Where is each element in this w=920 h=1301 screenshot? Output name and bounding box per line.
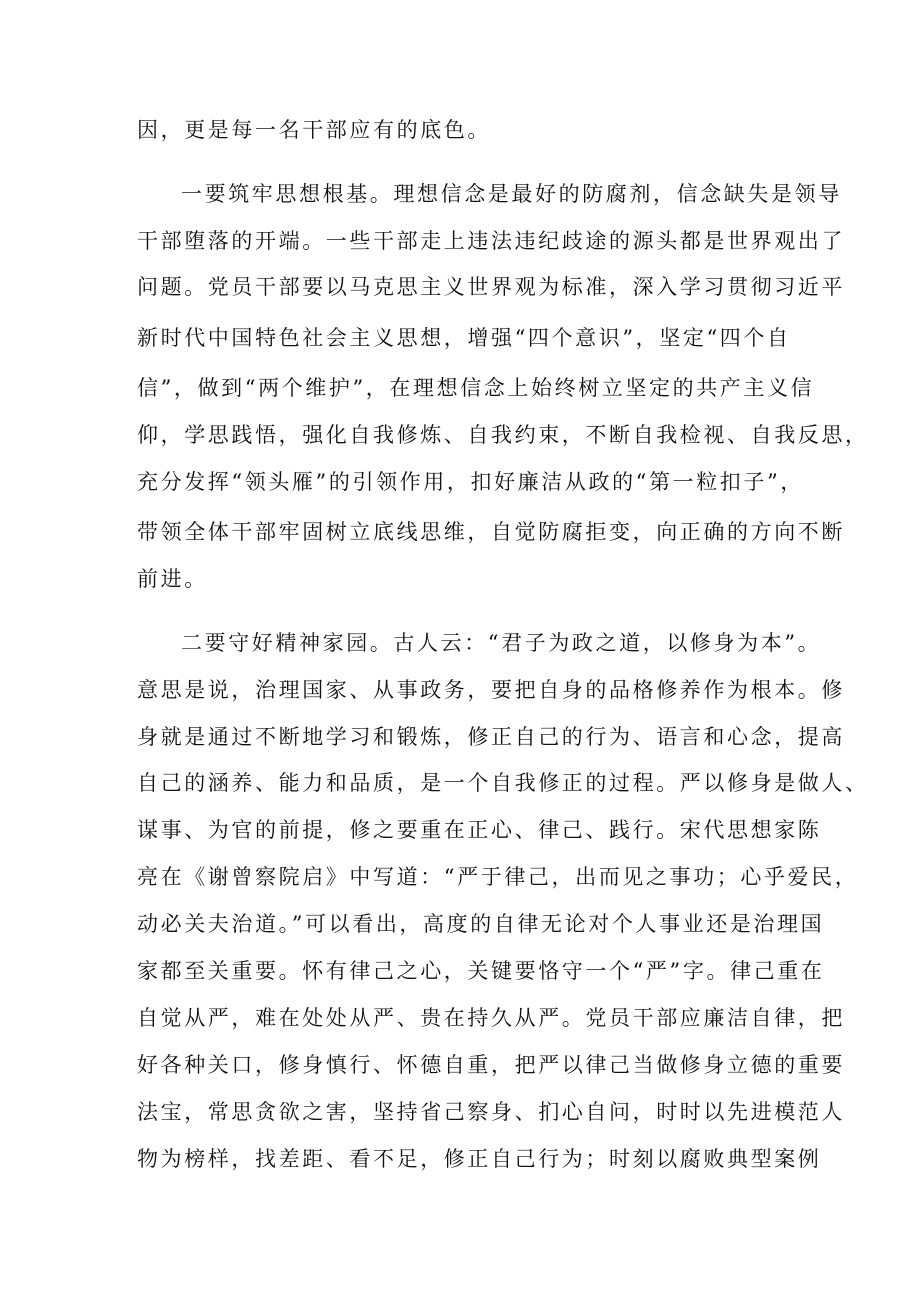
text-line: 意思是说，治理国家、从事政务，要把自身的品格修养作为根本。修 — [137, 678, 845, 702]
text-line: 亮在《谢曾察院启》中写道：“严于律己，出而见之事功；心乎爱民， — [137, 865, 859, 889]
text-line: 新时代中国特色社会主义思想，增强“四个意识”，坚定“四个自 — [137, 326, 791, 350]
text-line: 问题。党员干部要以马克思主义世界观为标准，深入学习贯彻习近平 — [137, 275, 845, 299]
text-line: 干部堕落的开端。一些干部走上违法违纪歧途的源头都是世界观出了 — [137, 229, 845, 253]
text-line: 法宝，常思贪欲之害，坚持省己察身、扪心自问，时时以先进模范人 — [137, 1100, 845, 1124]
text-line: 二要守好精神家园。古人云：“君子为政之道，以修身为本”。 — [181, 631, 822, 655]
text-line: 充分发挥“领头雁”的引领作用，扣好廉洁从政的“第一粒扣子”， — [137, 470, 804, 494]
text-line: 动必关夫治道。”可以看出，高度的自律无论对个人事业还是治理国 — [137, 912, 825, 936]
text-line: 前进。 — [137, 567, 208, 591]
text-line: 好各种关口，修身慎行、怀德自重，把严以律己当做修身立德的重要 — [137, 1053, 845, 1077]
text-line: 因，更是每一名干部应有的底色。 — [137, 118, 491, 142]
text-line: 仰，学思践悟，强化自我修炼、自我约束，不断自我检视、自我反思， — [137, 423, 869, 447]
text-line: 自己的涵养、能力和品质，是一个自我修正的过程。严以修身是做人、 — [137, 771, 869, 795]
text-line: 带领全体干部牢固树立底线思维，自觉防腐拒变，向正确的方向不断 — [137, 520, 845, 544]
text-line: 身就是通过不断地学习和锻炼，修正自己的行为、语言和心念，提高 — [137, 725, 845, 749]
text-line: 家都至关重要。怀有律己之心，关键要恪守一个“严”字。律己重在 — [137, 959, 825, 983]
text-line: 信”，做到“两个维护”，在理想信念上始终树立坚定的共产主义信 — [137, 376, 815, 400]
text-line: 谋事、为官的前提，修之要重在正心、律己、践行。宋代思想家陈 — [137, 818, 822, 842]
text-line: 一要筑牢思想根基。理想信念是最好的防腐剂，信念缺失是领导 — [181, 182, 842, 206]
text-line: 物为榜样，找差距、看不足，修正自己行为；时刻以腐败典型案例 — [137, 1147, 822, 1171]
text-line: 自觉从严，难在处处从严、贵在持久从严。党员干部应廉洁自律，把 — [137, 1006, 845, 1030]
